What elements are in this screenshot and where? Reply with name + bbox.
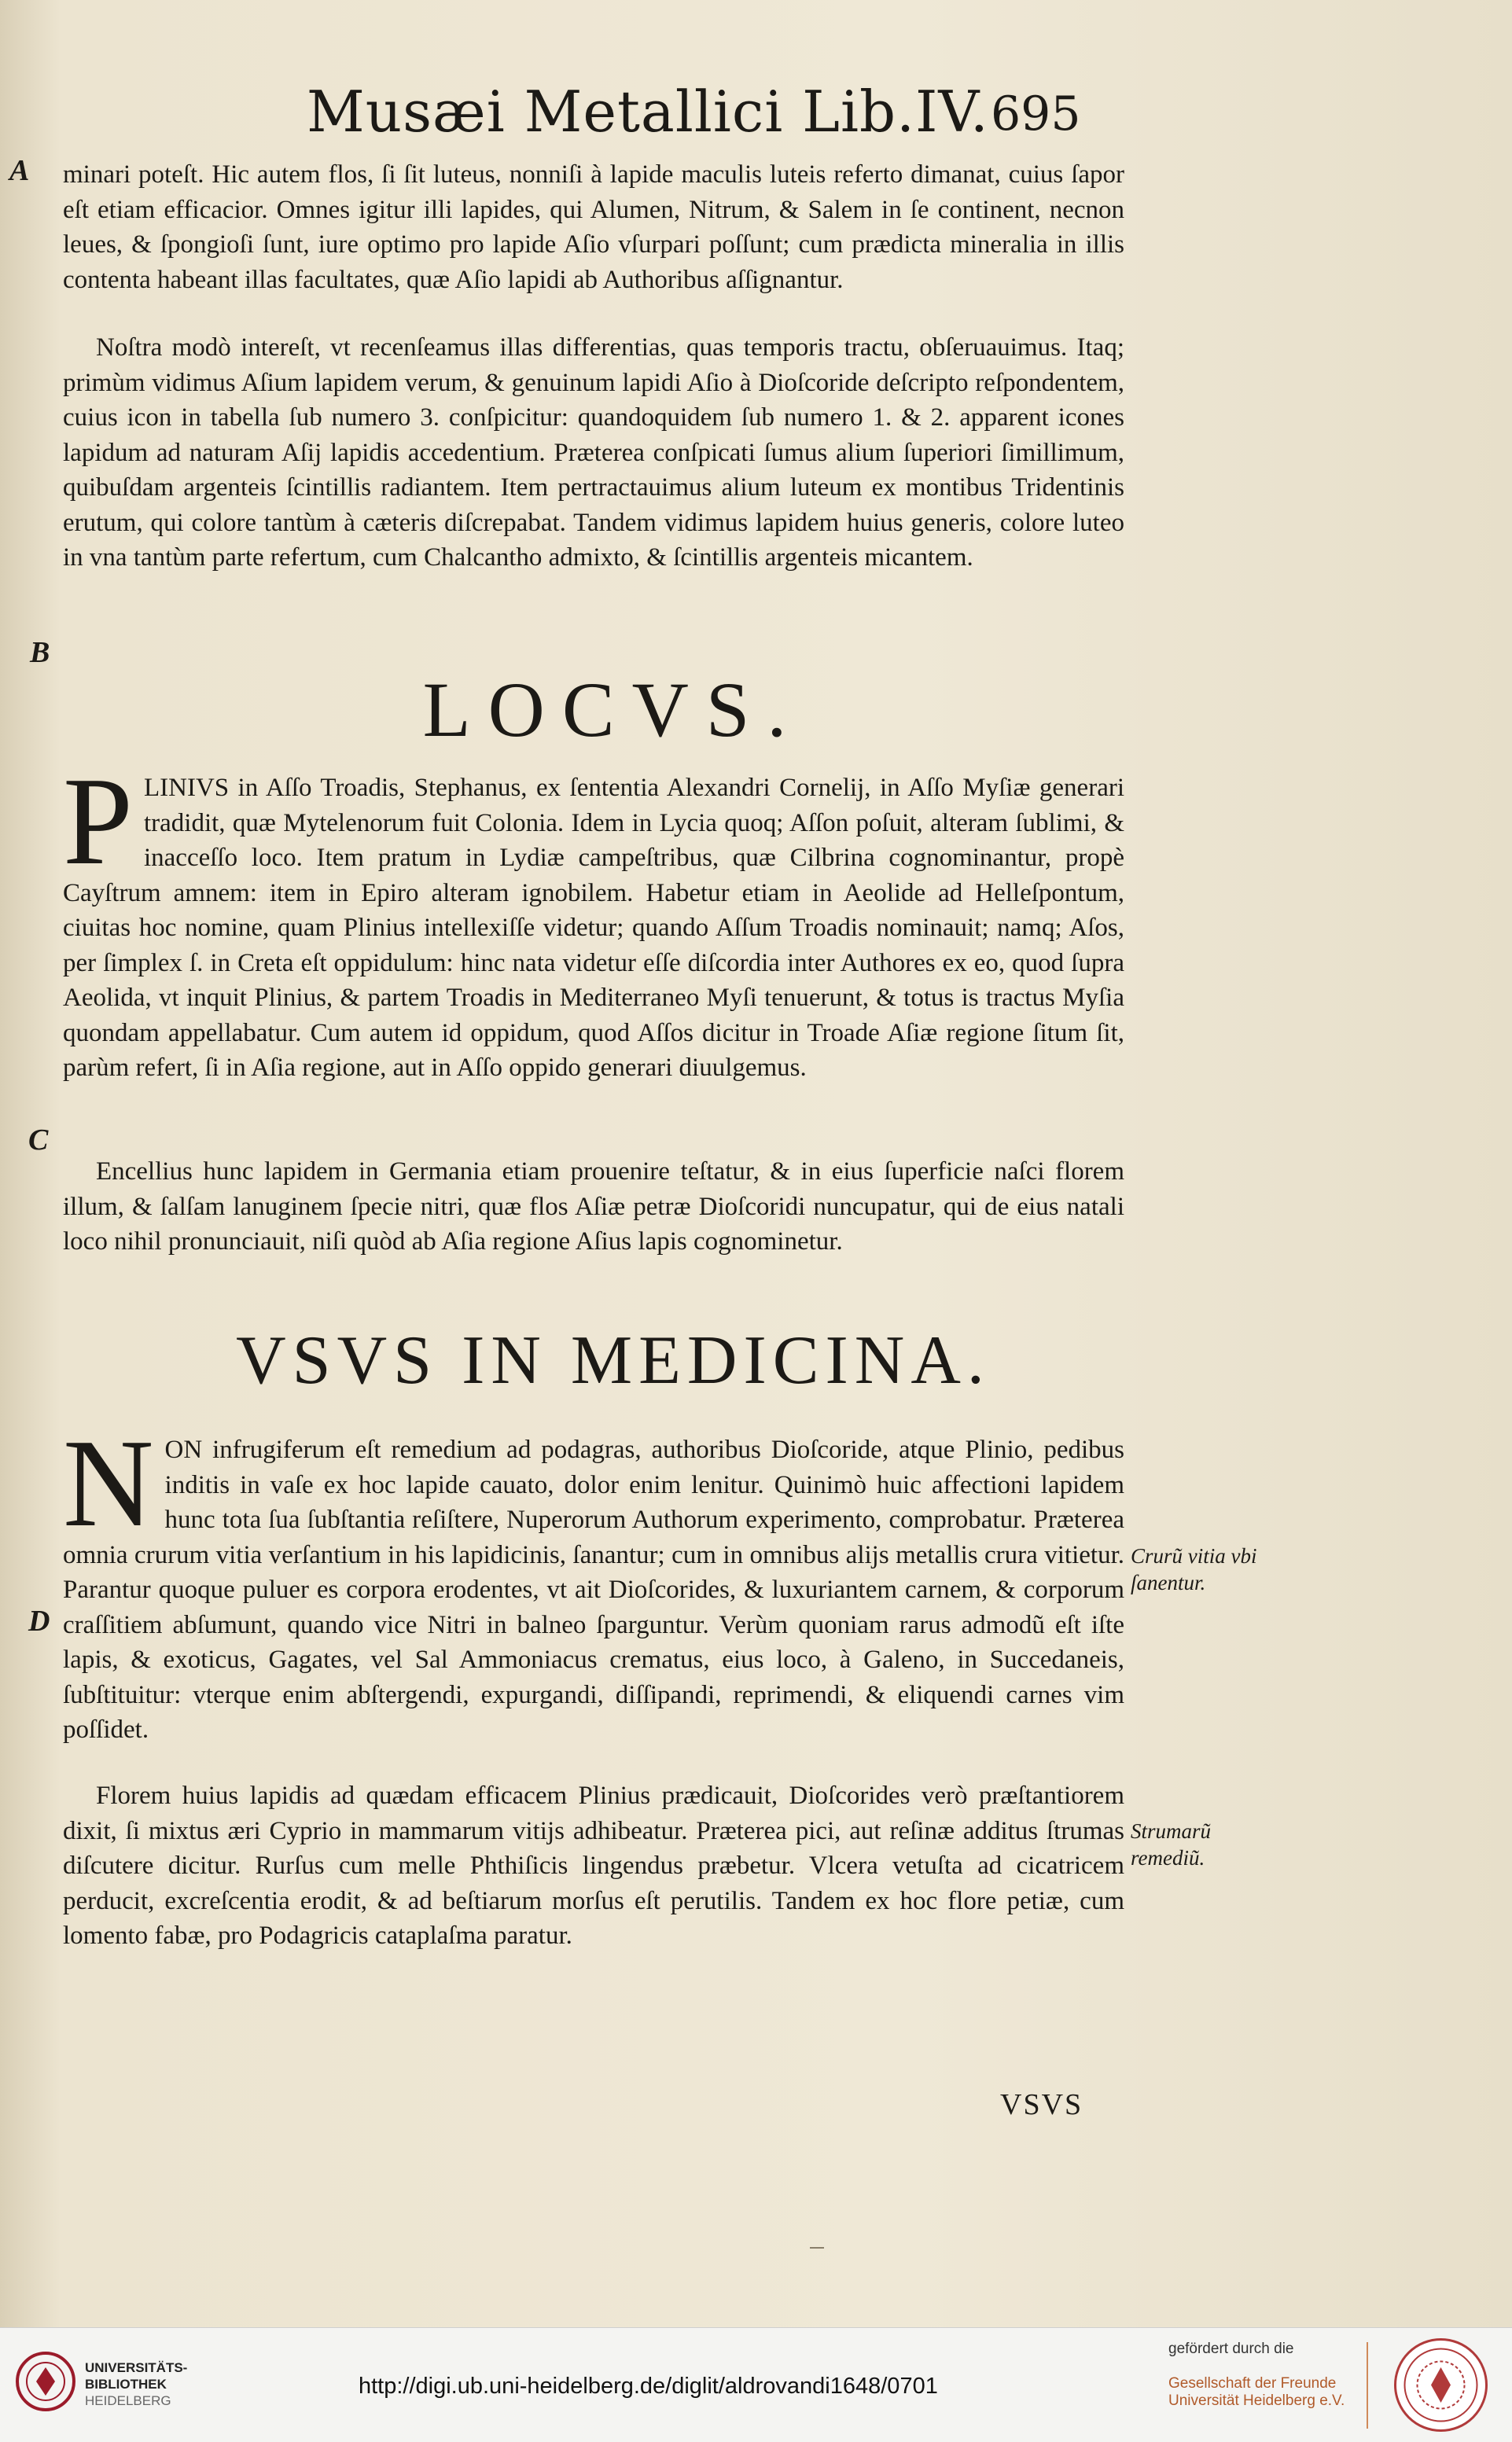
margin-letter-d: D: [28, 1605, 50, 1638]
running-title: Musæi Metallici Lib.IV.: [307, 79, 989, 145]
society-seal-icon: [1392, 2336, 1490, 2434]
paragraph-differences: Noſtra modò intereſt, vt recenſeamus illas differentias, quas temporis tractu, obſeruauimus. Itaq; primùm vidimus Aſium lapidem verum, & genuinum lapidi Aſio à Dioſcoride deſcripto reſpondentem, cuius icon in tabella ſub numero 3. conſpicitur: quandoquidem ſub numero 1. & 2. apparent icones lapidum ad naturam Aſij lapidis accedentium. Præterea conſpicati ſumus alium ſuperiori ſimillimum, quibuſdam argenteis ſcintillis radiantem. Item pertractauimus alium luteum ex montibus Tridentinis erutum, qui colore tantùm à cæteris diſcrepabat. Tandem vidimus lapidem huius generis, colore luteo in vna tantùm parte refertum, cum Chalcantho admixto, & ſcintillis argenteis micantem.: [63, 333, 1124, 572]
society-line-2: Universität Heidelberg e.V.: [1168, 2392, 1345, 2409]
library-name-line-3: HEIDELBERG: [85, 2393, 171, 2408]
locus-paragraph-1: [63, 751, 1124, 1086]
library-name: [85, 2359, 187, 2409]
library-name-line-2: BIBLIOTHEK: [85, 2377, 167, 2392]
society-line-1: Gesellschaft der Freunde: [1168, 2375, 1337, 2392]
margin-letter-b: B: [30, 636, 50, 669]
footer-divider: [1367, 2342, 1368, 2429]
university-library-seal-icon: [14, 2350, 77, 2413]
side-note-crurum: Crurũ vitia vbi ſanentur.: [1131, 1544, 1257, 1594]
page-header: [0, 79, 1512, 149]
medicina-paragraph-1: [63, 1413, 1124, 1748]
page-number: 695: [991, 86, 1081, 142]
drop-cap-p: P: [63, 751, 133, 891]
drop-cap-n: N: [63, 1413, 154, 1553]
funded-by-label: gefördert durch die: [1168, 2341, 1294, 2357]
catchword: VSVS: [1000, 2088, 1083, 2121]
margin-letter-a: A: [9, 154, 30, 187]
page-mark: [810, 2247, 824, 2249]
paragraph-intro: minari poteſt. Hic autem flos, ſi ſit luteus, nonniſi à lapide maculis luteis referto dimanat, cuius ſapor eſt etiam efficacior. Omnes igitur illi lapides, qui Alumen, Nitrum, & Salem in ſe continent, necnon leues, & ſpongioſi ſunt, iure optimo pro lapide Aſio vſurpari poſſunt; cum prædicta mineralia in illis contenta habeant illas facultates, quæ Aſio lapidi ab Authoribus aſſignantur.: [63, 160, 1124, 294]
viewer-footer: [0, 2327, 1512, 2442]
library-name-line-1: UNIVERSITÄTS-: [85, 2360, 188, 2375]
side-note-strumarum: Strumarũ remediũ.: [1131, 1819, 1212, 1870]
medicina-heading: VSVS IN MEDICINA.: [236, 1322, 991, 1399]
locus-heading: LOCVS.: [422, 666, 804, 753]
locus-text-1: LINIVS in Aſſo Troadis, Stephanus, ex ſententia Alexandri Cornelij, in Aſſo Myſiæ generari tradidit, quæ Mytelenorum fuit Colonia. Idem in Lycia quoq; Aſſon poſuit, alteram ſublimi, & inacceſſo loco. Item pratum in Lydiæ campeſtribus, quæ Cilbrina cognominantur, propè Cayſtrum amnem: item in Epiro alteram ignobilem. Habetur etiam in Aeolide ad Helleſpontum, ciuitas hoc nomine, quam Plinius intellexiſſe videtur; quando Aſſum Troadis nominauit; namq; Aſos, per ſimplex ſ. in Creta eſt oppidulum: hinc nata videtur eſſe diſcordia inter Authores ex eo, quod ſupra Aeolida, vt inquit Plinius, & partem Troadis in Mediterraneo Myſi tenuerunt, & totus is tractus Myſia quondam appellabatur. Cum autem id oppidum, quod Aſſos dicitur in Troade Aſiæ regione ſitum ſit, parùm refert, ſi in Aſia regione, aut in Aſſo oppido generari diuulgemus.: [63, 774, 1124, 1082]
medicina-paragraph-2: Florem huius lapidis ad quædam efficacem Plinius prædicauit, Dioſcorides verò præſtantiorem dixit, ſi mixtus æri Cyprio in mammarum vitijs adhibeatur. Præterea pici, aut reſinæ additus ſtrumas diſcutere dicitur. Rurſus cum melle Phthiſicis lingendus præbetur. Vlcera vetuſta ad cicatricem perducit, excreſcentia erodit, & ad beſtiarum morſus eſt perutilis. Tandem ex hoc flore petiæ, cum lomento fabæ, pro Podagricis cataplaſma paratur.: [63, 1782, 1124, 1950]
locus-paragraph-2: Encellius hunc lapidem in Germania etiam prouenire teſtatur, & in eius ſuperficie naſci florem illum, & ſalſam lanuginem ſpecie nitri, quæ flos Aſiæ petræ Dioſcoridi nuncupatur, qui de eius natali loco nihil pronunciauit, niſi quòd ab Aſia regione Aſius lapis cognominetur.: [63, 1157, 1124, 1256]
permalink-url[interactable]: http://digi.ub.uni-heidelberg.de/diglit/aldrovandi1648/0701: [359, 2374, 938, 2399]
society-name: [1168, 2375, 1345, 2410]
margin-letter-c: C: [28, 1124, 49, 1157]
medicina-text-1: ON infrugiferum eſt remedium ad podagras, authoribus Dioſcoride, atque Plinio, pedibus inditis in vaſe ex hoc lapide cauato, dolor enim lenitur. Quinimò huic affectioni lapidem hunc tota ſua ſubſtantia reſiſtere, Nuperorum Authorum experimento, comprobatur. Præterea omnia crurum vitia verſantium in his lapidicinis, ſanantur; cum in omnibus alijs metallis crura vitietur. Parantur quoque puluer es corpora erodentes, vt ait Dioſcorides, & luxuriantem carnem, & corporum craſſitiem abſumunt, quando vice Nitri in balneo ſparguntur. Verùm quoniam rarus admodũ eſt iſte lapis, & exoticus, Gagates, vel Sal Ammoniacus crematus, eius loco, à Galeno, in Succedaneis, ſubſtituitur: vterque enim abſtergendi, expurgandi, diſſipandi, reprimendi, & eliquendi carnes vim poſſidet.: [63, 1436, 1124, 1744]
